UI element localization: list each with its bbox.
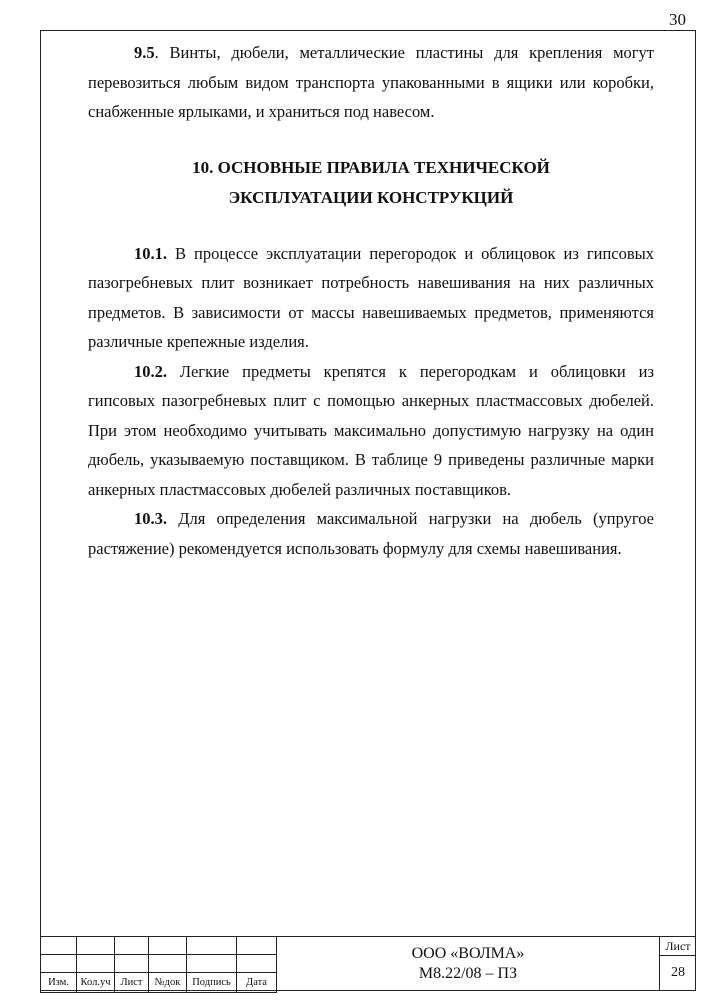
sheet-number: 28 (671, 965, 685, 980)
paragraph-text: . Винты, дюбели, металлические пластины для крепления могут перевозиться любым видом транспорта упакованными в ящики или коробки, снабженные ярлыками, и храниться под навесом. (88, 43, 654, 121)
title-block (40, 936, 696, 991)
paragraph-10-2 (88, 357, 654, 505)
label-doc-number: №док (149, 973, 187, 993)
paragraph-number: 10.3. (134, 509, 167, 528)
section-heading (88, 153, 654, 213)
paragraph-text: В процессе эксплуатации перегородок и облицовок из гипсовых пазогребневых плит возникает потребность навешивания на них различных предметов. В зависимости от массы навешиваемых предметов, применяются различные крепежные изделия. (88, 243, 654, 351)
paragraph-number: 10.1. (134, 243, 167, 263)
title-block-designation (276, 936, 659, 991)
label-quantity: Кол.уч (77, 973, 115, 993)
label-change: Изм. (41, 973, 77, 993)
revision-row (41, 937, 277, 955)
paragraph-10-1 (88, 239, 654, 357)
section-heading-line-2: ЭКСПЛУАТАЦИИ КОНСТРУКЦИЙ (228, 187, 514, 207)
organization-name: ООО «ВОЛМА» (411, 945, 525, 962)
revision-labels-row (41, 973, 277, 993)
label-date: Дата (237, 973, 277, 993)
paragraph-text: Для определения максимальной нагрузки на дюбель (упругое растяжение) рекомендуется использовать формулу для схемы навешивания. (88, 509, 654, 558)
paragraph-number: 10.2. (134, 361, 167, 381)
label-signature: Подпись (187, 973, 237, 993)
paragraph-number: 9.5 (134, 43, 155, 62)
paragraph-10-3 (88, 504, 654, 563)
paragraph-9-5 (88, 38, 654, 127)
section-heading-line-1: 10. ОСНОВНЫЕ ПРАВИЛА ТЕХНИЧЕСКОЙ (192, 157, 550, 177)
paragraph-text: Легкие предметы крепятся к перегородкам и облицовки из гипсовых пазогребневых плит с помощью анкерных пластмассовых дюбелей. При этом необходимо учитывать максимально допустимую нагрузку на один дюбель, указываемую поставщиком. В таблице 9 приведены различные марки анкерных пластмассовых дюбелей различных поставщиков. (88, 361, 654, 499)
revision-table (40, 936, 277, 993)
document-code: М8.22/08 – ПЗ (418, 965, 518, 982)
sheet-label: Лист (660, 937, 696, 956)
revision-row (41, 955, 277, 973)
document-body (88, 38, 654, 563)
page-number: 30 (669, 10, 686, 29)
sheet-cell (659, 936, 696, 991)
label-sheet: Лист (115, 973, 149, 993)
